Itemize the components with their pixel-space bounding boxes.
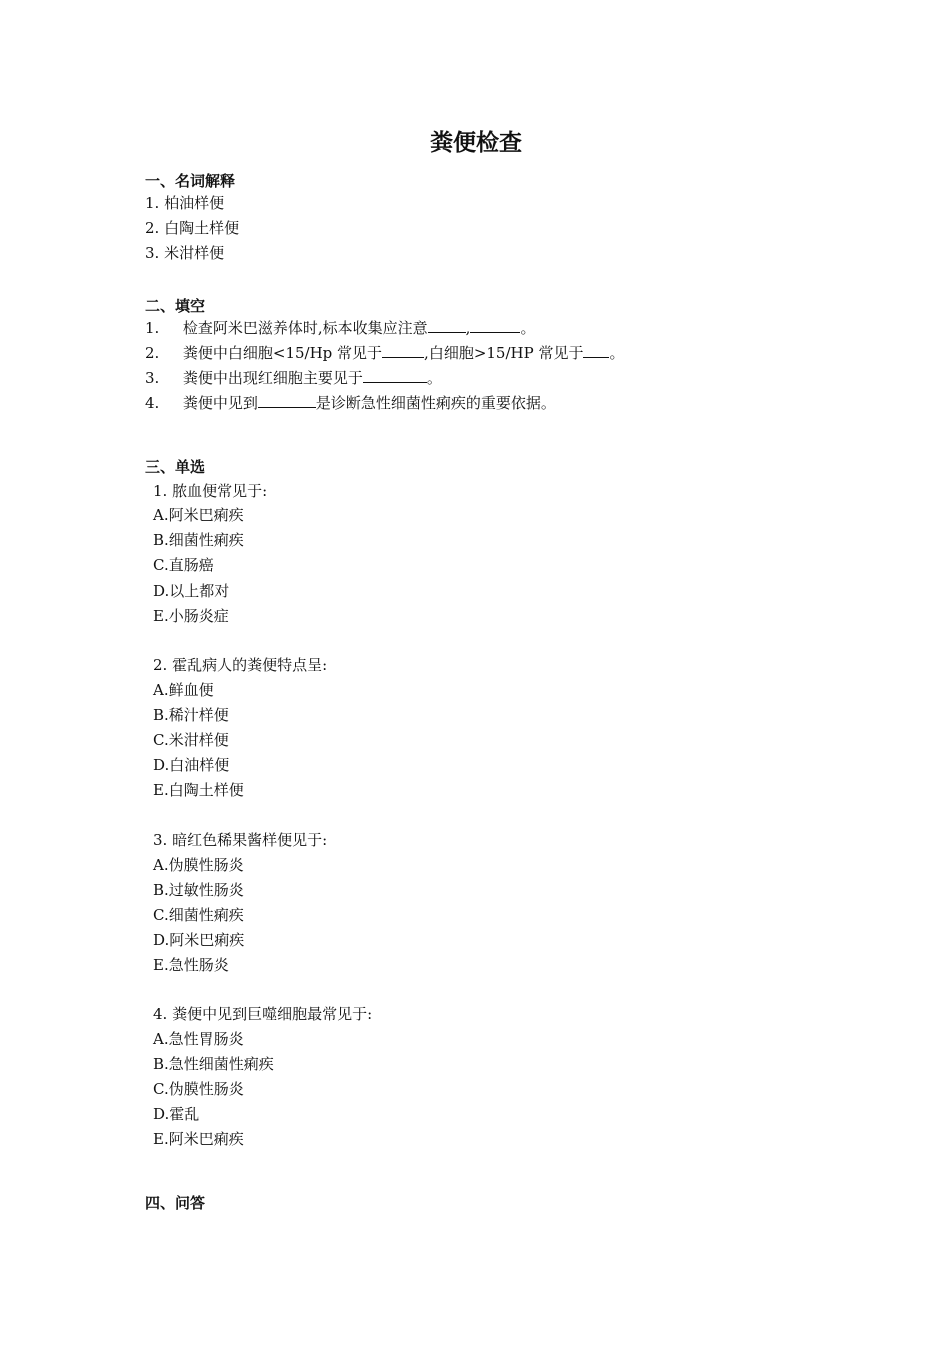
question-text: 检查阿米巴滋养体时,标本收集应注意	[182, 319, 428, 337]
option-c: C.伪膜性肠炎	[153, 1080, 244, 1098]
question-number: 1.	[145, 319, 160, 337]
option-e: E.白陶土样便	[153, 781, 244, 799]
question-text: 。	[426, 369, 442, 387]
page-title: 粪便检查	[430, 130, 522, 156]
question-text: 。	[609, 344, 625, 362]
question-text: 粪便中白细胞<15/Hp 常见于	[182, 344, 383, 362]
option-a: A.伪膜性肠炎	[153, 856, 244, 874]
answer-blank	[382, 343, 424, 358]
question-stem: 4. 粪便中见到巨噬细胞最常见于:	[153, 1005, 373, 1023]
option-d: D.阿米巴痢疾	[153, 931, 245, 949]
question-stem: 3. 暗红色稀果酱样便见于:	[153, 831, 328, 849]
option-b: B.急性细菌性痢疾	[153, 1055, 274, 1073]
option-d: D.白油样便	[153, 756, 230, 774]
section-heading-short-answer: 四、问答	[145, 1194, 206, 1212]
term-item-1: 1. 柏油样便	[145, 194, 225, 212]
option-b: B.过敏性肠炎	[153, 881, 244, 899]
option-b: B.细菌性痢疾	[153, 531, 244, 549]
section-heading-terms: 一、名词解释	[145, 172, 236, 190]
fill-question-4	[145, 393, 556, 413]
fill-question-3	[145, 368, 442, 388]
question-number: 4.	[145, 394, 160, 412]
answer-blank	[583, 343, 609, 358]
answer-blank	[363, 368, 427, 383]
question-number: 2.	[145, 344, 160, 362]
option-c: C.米泔样便	[153, 731, 229, 749]
term-item-2: 2. 白陶土样便	[145, 219, 240, 237]
option-b: B.稀汁样便	[153, 706, 229, 724]
question-text: 是诊断急性细菌性痢疾的重要依据。	[315, 394, 556, 412]
question-text: ,白细胞>15/HP 常见于	[424, 344, 584, 362]
answer-blank	[258, 393, 316, 408]
option-e: E.小肠炎症	[153, 607, 229, 625]
option-d: D.以上都对	[153, 582, 230, 600]
section-heading-fill-blank: 二、填空	[145, 297, 206, 315]
option-d: D.霍乱	[153, 1105, 200, 1123]
question-stem: 1. 脓血便常见于:	[153, 482, 268, 500]
fill-question-2	[145, 343, 624, 363]
answer-blank	[470, 318, 520, 333]
question-number: 3.	[145, 369, 160, 387]
term-item-3: 3. 米泔样便	[145, 244, 225, 262]
option-c: C.直肠癌	[153, 556, 214, 574]
option-a: A.急性胃肠炎	[153, 1030, 244, 1048]
answer-blank	[428, 318, 466, 333]
option-a: A.阿米巴痢疾	[153, 506, 244, 524]
option-c: C.细菌性痢疾	[153, 906, 244, 924]
question-stem: 2. 霍乱病人的粪便特点呈:	[153, 656, 328, 674]
question-text: ,	[465, 319, 471, 337]
fill-question-1	[145, 318, 535, 338]
option-a: A.鲜血便	[153, 681, 214, 699]
question-text: 粪便中出现红细胞主要见于	[182, 369, 363, 387]
section-heading-single-choice: 三、单选	[145, 458, 206, 476]
question-text: 粪便中见到	[182, 394, 258, 412]
option-e: E.急性肠炎	[153, 956, 229, 974]
option-e: E.阿米巴痢疾	[153, 1130, 244, 1148]
question-text: 。	[520, 319, 536, 337]
